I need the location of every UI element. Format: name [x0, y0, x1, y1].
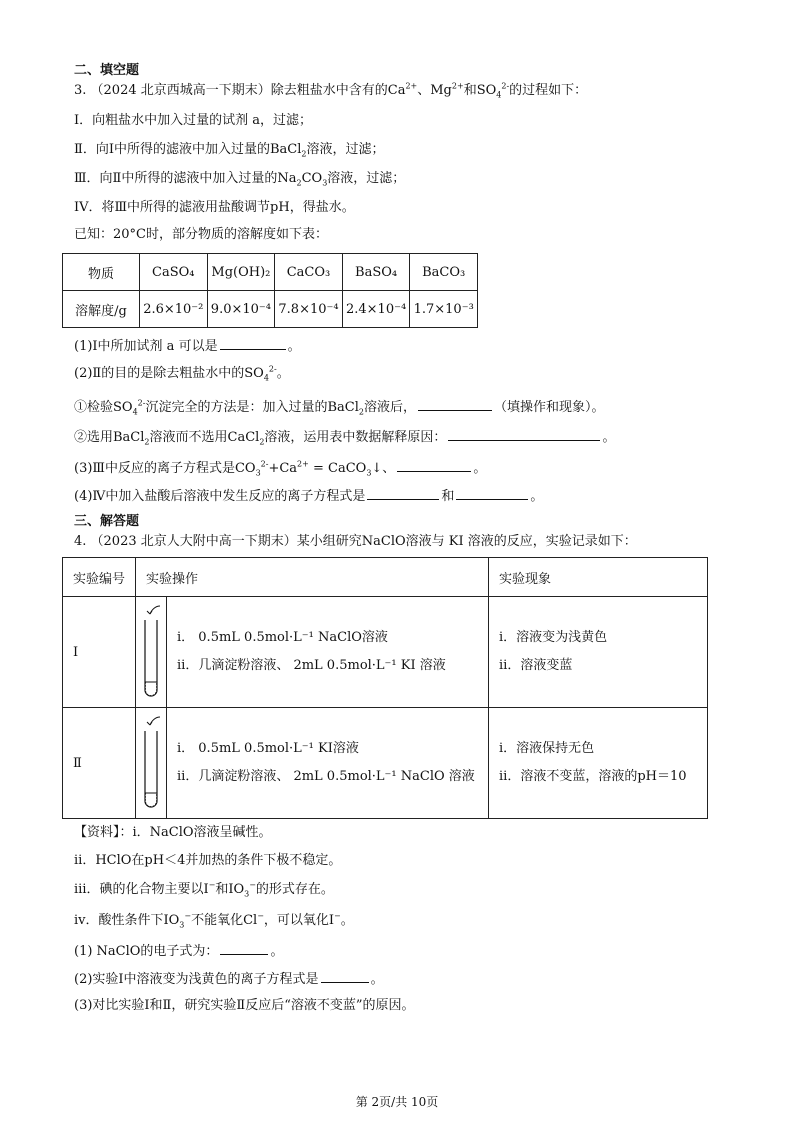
q3-part-4: (4)Ⅳ中加入盐酸后溶液中发生反应的离子方程式是 和 。: [74, 489, 544, 504]
q3-part-2-1: ①检验$SO_4^{2-}$沉淀完全的方法是：加入过量的BaCl$_2$溶液后， （填操作和现象）。: [74, 398, 605, 417]
answer-blank: [448, 428, 600, 441]
table-header-cell: 实验编号: [63, 558, 136, 597]
q3-intro: 3. （2024 北京西城高一下期末）除去粗盐水中含有的$Ca^{2+}$、$Mg^{2+}$和$SO_4^{2-}$的过程如下：: [74, 81, 588, 100]
test-tube-cell: [136, 708, 167, 819]
answer-blank: [220, 337, 286, 350]
test-tube-cell: [136, 597, 167, 708]
answer-blank: [367, 487, 439, 500]
table-row: [63, 291, 478, 328]
solubility-table: [62, 253, 478, 328]
experiment-operation: ⅰ． 0.5mL 0.5mol·L⁻¹ KI溶液 ⅱ．几滴淀粉溶液、 2mL 0.5mol·L⁻¹ NaClO 溶液: [167, 708, 489, 819]
q3-part-1: (1)Ⅰ中所加试剂 a 可以是 。: [74, 339, 301, 354]
table-cell: 1.7×10⁻³: [410, 291, 478, 328]
table-header-cell: 物质: [63, 254, 140, 291]
q4-part-3: (3)对比实验Ⅰ和Ⅱ，研究实验Ⅱ反应后“溶液不变蓝”的原因。: [74, 998, 415, 1013]
answer-blank: [397, 459, 471, 472]
q3-step-3: Ⅲ．向Ⅱ中所得的滤液中加入过量的$Na_2CO_3$溶液，过滤；: [74, 171, 406, 188]
table-row: [63, 254, 478, 291]
table-header-cell: 实验操作: [136, 558, 489, 597]
answer-blank: [220, 942, 268, 955]
q4-info-2: ⅱ．HClO在pH＜4并加热的条件下极不稳定。: [74, 853, 342, 868]
table-header-cell: Mg(OH)₂: [207, 254, 275, 291]
table-row: [63, 558, 708, 597]
table-row-label: 溶解度/g: [63, 291, 140, 328]
test-tube-icon: [136, 604, 166, 700]
q4-info-4: ⅳ．酸性条件下$IO_3^-$不能氧化Cl−，可以氧化I−。: [74, 911, 354, 930]
experiment-operation: ⅰ． 0.5mL 0.5mol·L⁻¹ NaClO溶液 ⅱ．几滴淀粉溶液、 2mL 0.5mol·L⁻¹ KI 溶液: [167, 597, 489, 708]
q4-info-1: 【资料】：ⅰ．NaClO溶液呈碱性。: [74, 825, 272, 840]
experiment-phenomenon: ⅰ．溶液变为浅黄色 ⅱ．溶液变蓝: [489, 597, 708, 708]
q3-known: 已知：20°C时，部分物质的溶解度如下表：: [74, 227, 328, 242]
table-header-cell: BaSO₄: [342, 254, 410, 291]
answer-blank: [418, 398, 492, 411]
table-cell: 2.6×10⁻²: [140, 291, 208, 328]
section-title-answer: 三、解答题: [74, 514, 140, 529]
q4-part-1: (1) NaClO的电子式为： 。: [74, 944, 284, 959]
page-footer: 第 2页/共 10页: [355, 1095, 439, 1109]
q3-step-1: Ⅰ．向粗盐水中加入过量的试剂 a，过滤；: [74, 113, 313, 128]
table-cell: 9.0×10⁻⁴: [207, 291, 275, 328]
experiment-id: Ⅰ: [63, 597, 136, 708]
q3-step-4: IV．将Ⅲ中所得的滤液用盐酸调节pH，得盐水。: [74, 200, 355, 215]
table-header-cell: CaSO₄: [140, 254, 208, 291]
q3-part-2: (2)Ⅱ的目的是除去粗盐水中的$SO_4^{2-}$。: [74, 364, 290, 383]
table-header-cell: 实验现象: [489, 558, 708, 597]
q4-info-3: ⅲ．碘的化合物主要以I−和$IO_3^-$的形式存在。: [74, 880, 334, 899]
q4-part-2: (2)实验Ⅰ中溶液变为浅黄色的离子方程式是 。: [74, 972, 384, 987]
q3-step-2: Ⅱ．向Ⅰ中所得的滤液中加入过量的BaCl$_2$溶液，过滤；: [74, 142, 385, 159]
table-header-cell: CaCO₃: [275, 254, 343, 291]
q4-intro: 4. （2023 北京人大附中高一下期末）某小组研究NaClO溶液与 KI 溶液的反应，实验记录如下：: [74, 534, 637, 549]
experiment-table: [62, 557, 708, 819]
experiment-phenomenon: ⅰ．溶液保持无色 ⅱ．溶液不变蓝，溶液的pH＝10: [489, 708, 708, 819]
test-tube-icon: [136, 715, 166, 811]
table-header-cell: BaCO₃: [410, 254, 478, 291]
q3-part-2-2: ②选用BaCl$_2$溶液而不选用CaCl$_2$溶液，运用表中数据解释原因： 。: [74, 430, 616, 447]
q3-part-3: (3)Ⅲ中反应的离子方程式是$CO_3^{2-}+Ca^{2+}$ = CaCO$_3$↓、 。: [74, 459, 487, 478]
answer-blank: [321, 970, 369, 983]
table-row: [63, 597, 708, 708]
table-cell: 7.8×10⁻⁴: [275, 291, 343, 328]
table-cell: 2.4×10⁻⁴: [342, 291, 410, 328]
table-row: [63, 708, 708, 819]
experiment-id: Ⅱ: [63, 708, 136, 819]
section-title-fill-blank: 二、填空题: [74, 63, 140, 78]
answer-blank: [456, 487, 528, 500]
